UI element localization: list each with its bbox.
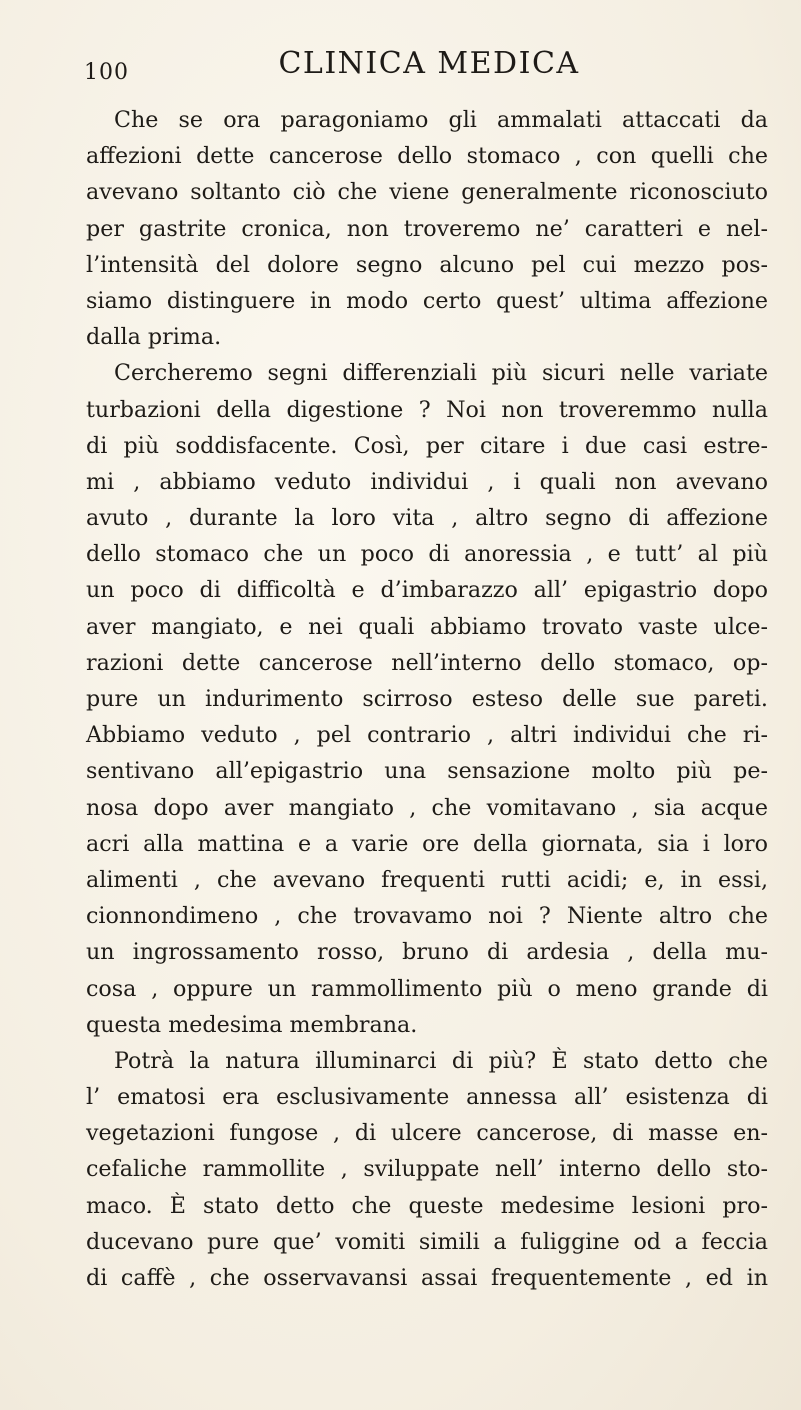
text-line: turbazioni della digestione ? Noi non troveremmo nulla <box>86 396 768 423</box>
text-line: razioni dette cancerose nell’interno dello stomaco, op- <box>86 649 768 676</box>
page-number: 100 <box>84 60 129 85</box>
text-line: questa medesima membrana. <box>86 1011 418 1038</box>
text-line: un poco di difficoltà e d’imbarazzo all’ epigastrio dopo <box>86 577 768 604</box>
text-line: l’intensità del dolore segno alcuno pel cui mezzo pos- <box>86 251 768 278</box>
text-line: Cercheremo segni differenziali più sicuri nelle variate <box>114 360 768 387</box>
page-header <box>84 46 774 90</box>
text-line: cosa , oppure un rammollimento più o meno grande di <box>86 975 768 1002</box>
text-line: maco. È stato detto che queste medesime lesioni pro- <box>86 1192 768 1219</box>
text-line: affezioni dette cancerose dello stomaco , con quelli che <box>86 143 768 170</box>
text-line: pure un indurimento scirroso esteso delle sue pareti. <box>86 686 768 712</box>
text-line: aver mangiato, e nei quali abbiamo trovato vaste ulce- <box>86 613 768 640</box>
text-line: Abbiamo veduto , pel contrario , altri individui che ri- <box>86 722 768 749</box>
text-line: avuto , durante la loro vita , altro segno di affezione <box>86 505 768 532</box>
body-text <box>86 102 768 1296</box>
text-line: nosa dopo aver mangiato , che vomitavano , sia acque <box>86 794 768 821</box>
text-line: Potrà la natura illuminarci di più? È stato detto che <box>114 1047 768 1074</box>
text-line: Che se ora paragoniamo gli ammalati attaccati da <box>114 107 768 133</box>
text-line: acri alla mattina e a varie ore della giornata, sia i loro <box>86 830 768 857</box>
text-line: dello stomaco che un poco di anoressia , e tutt’ al più <box>86 541 768 568</box>
text-line: vegetazioni fungose , di ulcere cancerose, di masse en- <box>86 1120 768 1147</box>
text-line: cionnondimeno , che trovavamo noi ? Niente altro che <box>86 903 768 930</box>
text-line: siamo distinguere in modo certo quest’ ultima affezione <box>86 287 768 314</box>
text-line: ducevano pure que’ vomiti simili a fuliggine od a feccia <box>86 1228 768 1255</box>
running-head: CLINICA MEDICA <box>278 46 580 81</box>
text-line: mi , abbiamo veduto individui , i quali non avevano <box>86 468 768 495</box>
text-line: cefaliche rammollite , sviluppate nell’ interno dello sto- <box>86 1156 768 1183</box>
text-line: dalla prima. <box>86 324 222 351</box>
text-line: avevano soltanto ciò che viene generalmente riconosciuto <box>86 179 768 206</box>
text-line: sentivano all’epigastrio una sensazione molto più pe- <box>86 758 768 785</box>
text-line: un ingrossamento rosso, bruno di ardesia , della mu- <box>86 939 768 966</box>
text-line: per gastrite cronica, non troveremo ne’ caratteri e nel- <box>86 215 768 242</box>
text-line: di più soddisfacente. Così, per citare i due casi estre- <box>86 432 768 459</box>
text-line: l’ ematosi era esclusivamente annessa all’ esistenza di <box>86 1084 768 1111</box>
text-line: alimenti , che avevano frequenti rutti acidi; e, in essi, <box>86 866 768 893</box>
text-line: di caffè , che osservavansi assai frequentemente , ed in <box>86 1265 768 1291</box>
